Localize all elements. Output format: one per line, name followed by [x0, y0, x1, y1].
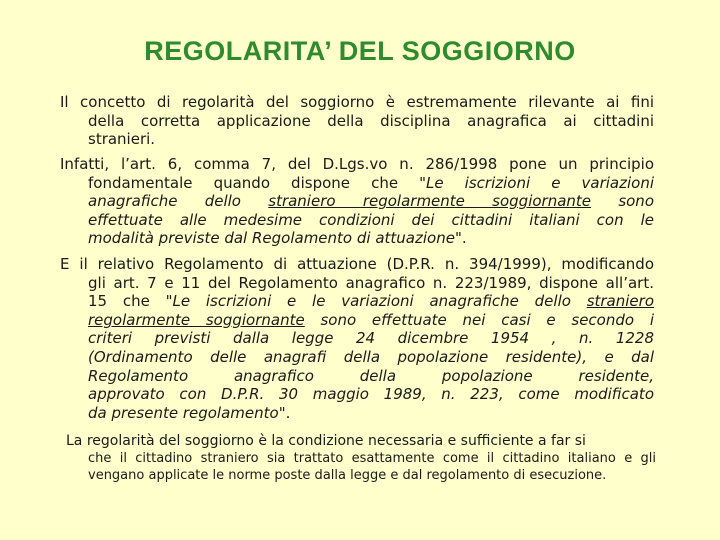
paragraph-line [60, 229, 654, 248]
text-run: La [66, 433, 87, 449]
emphasis-text: regolarità del soggiorno [86, 433, 254, 449]
paragraph-line: approvato con D.P.R. 30 maggio 1989, n. 223, come modificato [88, 385, 654, 404]
quote-text: sono effettuate nei casi e secondo i [304, 310, 654, 329]
quote-text: sono [591, 192, 654, 211]
paragraph-line [66, 432, 656, 451]
paragraph-infatti [60, 155, 654, 248]
paragraph-line: criteri previsti dalla legge 24 dicembre 1954 , n. 1228 [88, 329, 654, 348]
text-run: a far si [533, 433, 586, 449]
paragraph-line: stranieri. [88, 130, 156, 149]
emphasis-text: regolarità del soggiorno [182, 93, 375, 111]
quote-text: da presente regolamento [88, 403, 279, 422]
underlined-text: regolarmente soggiornante [88, 310, 305, 329]
underlined-text: straniero [586, 292, 654, 311]
paragraph-line [60, 93, 654, 112]
quote-text: anagrafiche dello [88, 192, 269, 211]
paragraph-line [60, 311, 654, 330]
page-title: REGOLARITA’ DEL SOGGIORNO [144, 36, 576, 66]
text-run: Il concetto di [60, 93, 182, 111]
paragraph-line [60, 292, 654, 311]
text-run: 15 che [88, 292, 166, 311]
paragraph-line [60, 174, 654, 193]
paragraph-line: gli art. 7 e 11 del Regolamento anagrafico n. 223/1989, dispone all’art. [88, 273, 654, 292]
quote-text: "Le iscrizioni e variazioni [419, 173, 654, 192]
paragraph-line: Infatti, l’art. 6, comma 7, del D.Lgs.vo n. 286/1998 pone un principio [60, 155, 654, 173]
text-run: ". [278, 403, 291, 422]
paragraph-conclusione [66, 432, 656, 484]
text-run: fondamentale quando dispone che [88, 173, 420, 192]
paragraph-line: che il cittadino straniero sia trattato esattamente come il cittadino italiano e gli [88, 451, 656, 466]
text-run: ". [454, 229, 467, 248]
paragraph-line [60, 404, 654, 423]
quote-text: "Le iscrizioni e le variazioni anagrafiche dello [165, 292, 587, 311]
emphasis-text: è la condizione necessaria e sufficiente [253, 433, 534, 449]
paragraph-line: Regolamento anagrafico della popolazione residente, [88, 366, 654, 385]
underlined-text: straniero regolarmente soggiornante [268, 192, 592, 211]
text-run: è estremamente rilevante ai fini [374, 93, 655, 111]
paragraph-line: E il relativo Regolamento di attuazione (D.P.R. n. 394/1999), modificando [60, 255, 654, 273]
paragraph-line: vengano applicate le norme poste dalla legge e dal regolamento di esecuzione. [88, 467, 607, 483]
quote-text: modalità previste dal Regolamento di attuazione [88, 229, 455, 248]
paragraph-line: della corretta applicazione della disciplina anagrafica ai cittadini [88, 111, 654, 130]
paragraph-line: effettuate alle medesime condizioni dei cittadini italiani con le [88, 210, 654, 229]
paragraph-concetto [60, 93, 654, 149]
paragraph-line [60, 192, 654, 211]
paragraph-line: (Ordinamento delle anagrafi della popolazione residente), e dal [88, 347, 654, 366]
paragraph-regolamento [60, 255, 654, 422]
